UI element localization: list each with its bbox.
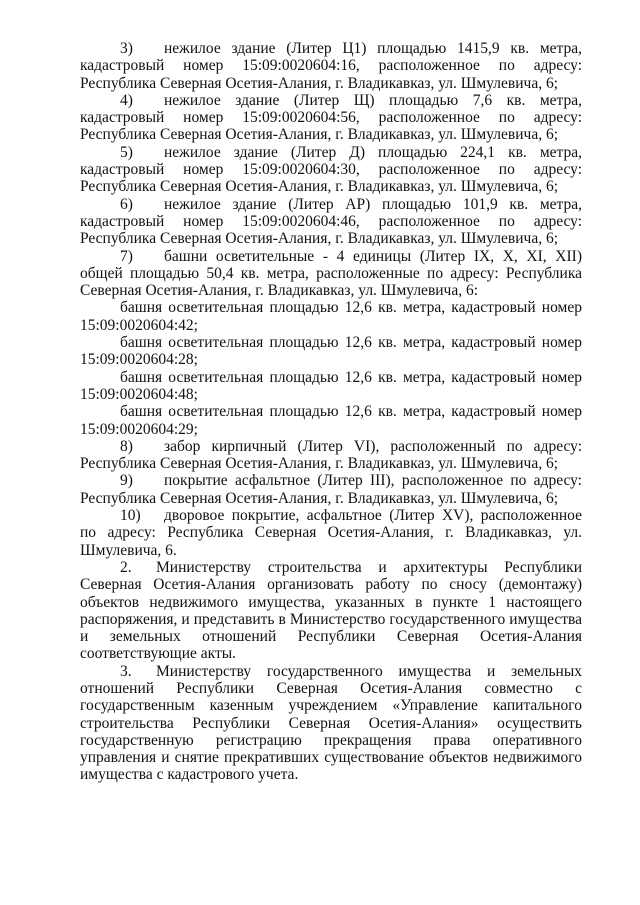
tower-entry (80, 403, 582, 438)
paragraph-text: покрытие асфальтное (Литер III), расположенное по адресу: Республика Северная Осетия-Алания, г. Владикавказ, ул. Шмулевича, 6; (80, 472, 582, 507)
paragraph-item-8 (80, 438, 582, 473)
paragraph-text: нежилое здание (Литер Д) площадью 224,1 кв. метра, кадастровый номер 15:09:0020604:30, расположенное по адресу: Республика Северная Осетия-Алания, г. Владикавказ, ул. Шмулевича, 6; (80, 143, 582, 196)
section-number: 3. (120, 662, 132, 680)
item-number: 10) (120, 507, 141, 525)
paragraph-text: дворовое покрытие, асфальтное (Литер XV), расположенное по адресу: Республика Северная Осетия-Алания, г. Владикавказ, ул. Шмулевича, 6. (80, 507, 582, 559)
paragraph-text: башни осветительные - 4 единицы (Литер IX, X, XI, XII) общей площадью 50,4 кв. метра, расположенные по адресу: Республика Северная Осетия-Алания, г. Владикавказ, ул. Шмулевича, 6: (80, 247, 582, 300)
item-number: 5) (120, 143, 133, 161)
paragraph-text: забор кирпичный (Литер VI), расположенный по адресу: Республика Северная Осетия-Алания, г. Владикавказ, ул. Шмулевича, 6; (80, 437, 582, 473)
tower-entry (80, 299, 582, 334)
paragraph-text: башня осветительная площадью 12,6 кв. метра, кадастровый номер 15:09:0020604:28; (80, 334, 582, 369)
paragraph-text: башня осветительная площадью 12,6 кв. метра, кадастровый номер 15:09:0020604:48; (80, 368, 582, 403)
item-number: 3) (120, 40, 133, 57)
item-number: 9) (120, 472, 133, 490)
paragraph-text: нежилое здание (Литер Щ) площадью 7,6 кв. метра, кадастровый номер 15:09:0020604:56, расположенное по адресу: Республика Северная Осетия-Алания, г. Владикавказ, ул. Шмулевича, 6; (80, 91, 582, 144)
paragraph-text: башня осветительная площадью 12,6 кв. метра, кадастровый номер 15:09:0020604:42; (80, 299, 582, 334)
paragraph-text: Министерству строительства и архитектуры Республики Северная Осетия-Алания организовать работу по сносу (демонтажу) объектов недвижимого имущества, указанных в пункте 1 настоящего распоряжения, и представить в Министерство государственного имущества и земельных отношений Республики Северная Осетия-Алания соответствующие акты. (80, 558, 582, 663)
paragraph-item-9 (80, 472, 582, 507)
section-number: 2. (120, 558, 132, 576)
paragraph-item-6 (80, 196, 582, 248)
paragraph-item-10 (80, 507, 582, 559)
paragraph-text: нежилое здание (Литер Ц1) площадью 1415,9 кв. метра, кадастровый номер 15:09:0020604:16, расположенное по адресу: Республика Северная Осетия-Алания, г. Владикавказ, ул. Шмулевича, 6; (80, 40, 582, 92)
section-2 (80, 559, 582, 663)
paragraph-item-5 (80, 144, 582, 196)
tower-entry (80, 369, 582, 404)
item-number: 7) (120, 247, 133, 265)
paragraph-text: Министерству государственного имущества и земельных отношений Республики Северная Осетия-Алания совместно с государственным казенным учреждением «Управление капитального строительства Республики Северная Осетия-Алания» осуществить государственную регистрацию прекращения права оперативного управления и снятие прекративших существование объектов недвижимого имущества с кадастрового учета. (80, 662, 582, 784)
tower-entry (80, 334, 582, 369)
item-number: 6) (120, 195, 133, 213)
section-3 (80, 663, 582, 784)
paragraph-text: нежилое здание (Литер АР) площадью 101,9 кв. метра, кадастровый номер 15:09:0020604:46, расположенное по адресу: Республика Северная Осетия-Алания, г. Владикавказ, ул. Шмулевича, 6; (80, 195, 582, 248)
paragraph-text: башня осветительная площадью 12,6 кв. метра, кадастровый номер 15:09:0020604:29; (80, 403, 582, 438)
paragraph-item-4 (80, 92, 582, 144)
paragraph-item-3 (80, 40, 582, 92)
item-number: 4) (120, 91, 133, 109)
paragraph-item-7 (80, 248, 582, 300)
item-number: 8) (120, 437, 133, 455)
